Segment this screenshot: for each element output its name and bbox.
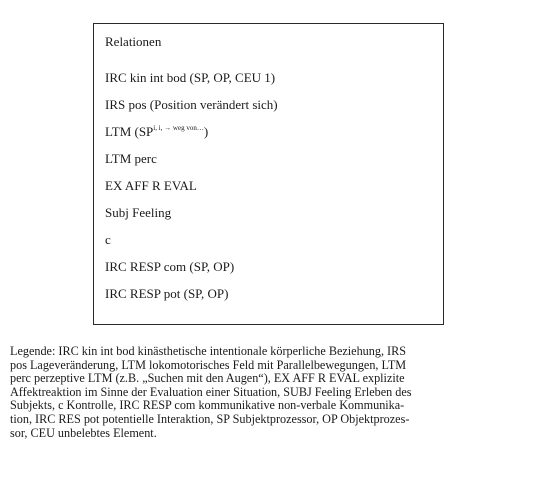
legend-paragraph xyxy=(10,345,530,440)
relation-item xyxy=(105,178,197,194)
relation-item xyxy=(105,97,278,113)
legend-line: pos Lageveränderung, LTM lokomotorisches Feld mit Parallelbewegungen, LTM xyxy=(10,357,407,372)
relation-suffix: ) xyxy=(203,124,209,139)
relation-superscript: i, i, → weg von… xyxy=(153,124,204,132)
relations-table xyxy=(93,23,444,325)
relation-text: IRC RESP com (SP, OP) xyxy=(105,259,235,274)
relation-item xyxy=(105,124,208,140)
legend-line: Legende: IRC kin int bod kinästhetische intentionale körperliche Beziehung, IRS xyxy=(10,344,406,358)
legend-line: Subjekts, c Kontrolle, IRC RESP com kommunikative non-verbale Kommunika- xyxy=(10,398,405,413)
legend-line: sor, CEU unbelebtes Element. xyxy=(10,425,157,440)
legend-line: perc perzeptive LTM (z.B. „Suchen mit den Augen“), EX AFF R EVAL explizite xyxy=(10,371,405,386)
relation-text: c xyxy=(105,232,111,247)
relation-text: EX AFF R EVAL xyxy=(105,178,197,193)
relation-text: IRC kin int bod (SP, OP, CEU 1) xyxy=(105,70,276,85)
relation-text: LTM perc xyxy=(105,151,157,166)
relation-item xyxy=(105,70,275,86)
relation-text: IRS pos (Position verändert sich) xyxy=(105,97,278,112)
relation-text: Subj Feeling xyxy=(105,205,172,220)
legend-line: tion, IRC RES pot potentielle Interaktion, SP Subjektprozessor, OP Objektprozes- xyxy=(10,411,410,426)
relation-item xyxy=(105,205,171,221)
relation-text: IRC RESP pot (SP, OP) xyxy=(105,286,229,301)
relation-item xyxy=(105,151,157,167)
relation-item xyxy=(105,286,228,302)
relation-item xyxy=(105,259,234,275)
relations-title: Relationen xyxy=(105,34,162,49)
relation-item xyxy=(105,232,111,248)
legend-line: Affektreaktion im Sinne der Evaluation einer Situation, SUBJ Feeling Erleben des xyxy=(10,384,412,399)
relation-text: LTM (SP xyxy=(105,124,154,139)
